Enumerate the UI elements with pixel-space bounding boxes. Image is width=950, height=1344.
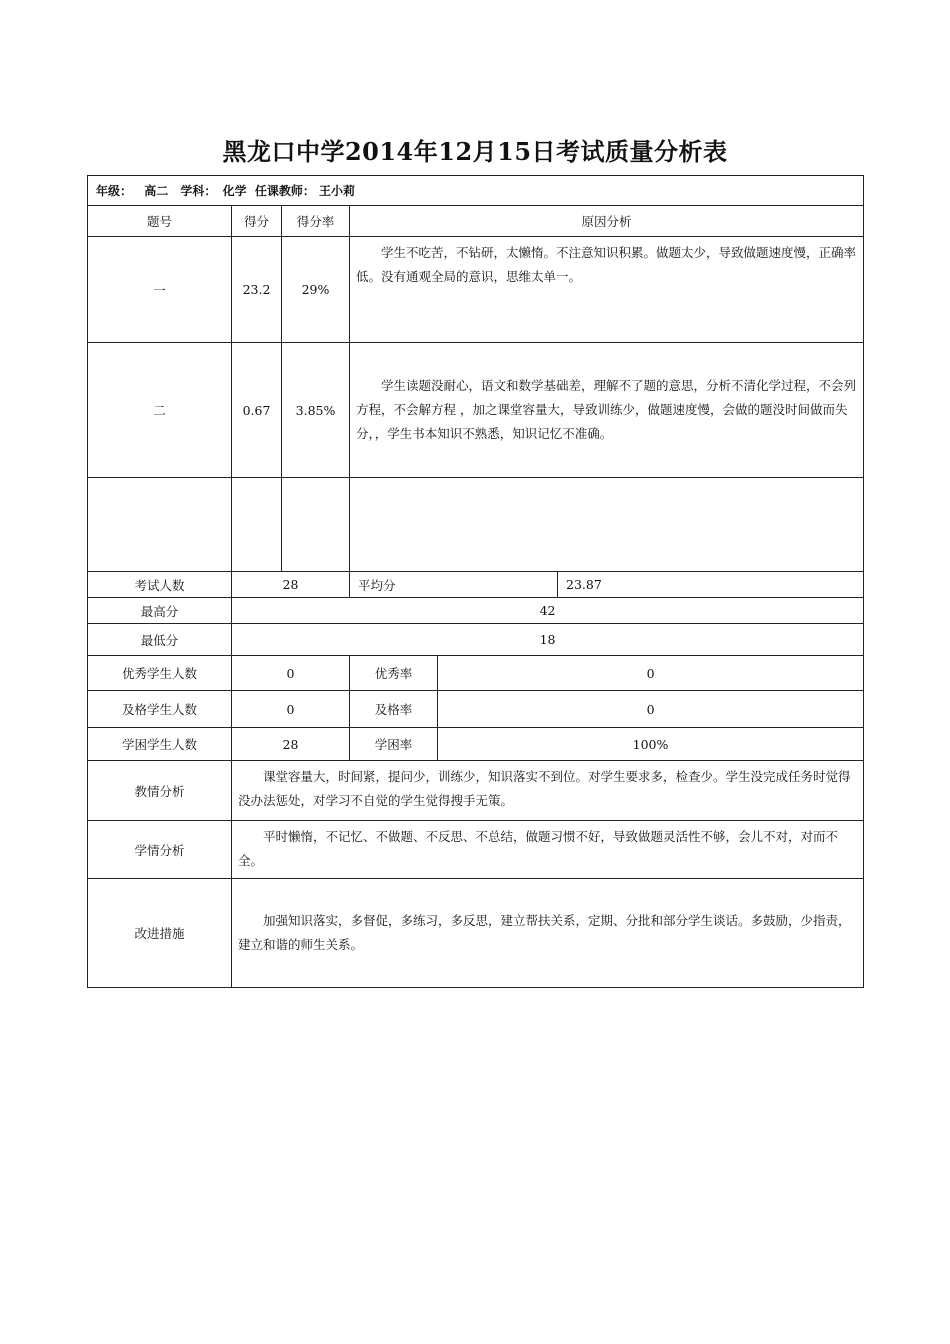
subject-label: 学科：	[180, 184, 217, 198]
min-score-row	[88, 624, 864, 656]
empty-cell	[232, 478, 282, 572]
empty-question-row	[88, 478, 864, 572]
excellent-count-label: 优秀学生人数	[88, 656, 232, 691]
improvement-text: 加强知识落实，多督促，多练习，多反思，建立帮扶关系，定期、分批和部分学生谈话。多鼓励，少指责，建立和谐的师生关系。	[238, 913, 851, 952]
exam-count-value: 28	[232, 572, 350, 598]
pass-row	[88, 691, 864, 728]
struggling-count-label: 学困学生人数	[88, 728, 232, 761]
teacher-value: 王小莉	[319, 184, 356, 198]
analysis-table	[87, 175, 864, 988]
page-title: 黑龙口中学2014年12月15日考试质量分析表	[222, 137, 728, 166]
teaching-analysis-row	[88, 761, 864, 821]
empty-cell	[282, 478, 350, 572]
learning-analysis-text: 平时懒惰，不记忆、不做题、不反思、不总结，做题习惯不好，导致做题灵活性不够，会儿不对，对而不全。	[238, 829, 839, 868]
exam-count-row	[88, 572, 864, 598]
teaching-analysis-text: 课堂容量大，时间紧，提问少，训练少，知识落实不到位。对学生要求多，检查少。学生没完成任务时觉得没办法惩处，对学习不自觉的学生觉得搜手无策。	[238, 769, 851, 808]
question-row	[88, 237, 864, 343]
question-score: 23.2	[232, 237, 282, 343]
question-rate: 3.85%	[282, 343, 350, 478]
column-header-row	[88, 206, 864, 237]
struggling-row	[88, 728, 864, 761]
empty-cell	[350, 478, 864, 572]
learning-analysis-label: 学情分析	[88, 821, 232, 879]
excellent-row	[88, 656, 864, 691]
excellent-rate-label: 优秀率	[350, 656, 438, 691]
col-question-header: 题号	[88, 206, 232, 237]
improvement-row	[88, 879, 864, 988]
max-score-value: 42	[232, 598, 864, 624]
col-rate-header: 得分率	[282, 206, 350, 237]
struggling-rate-value: 100%	[438, 728, 864, 761]
average-label: 平均分	[350, 572, 558, 598]
grade-label: 年级：	[96, 184, 133, 198]
min-score-value: 18	[232, 624, 864, 656]
pass-count-label: 及格学生人数	[88, 691, 232, 728]
min-score-label: 最低分	[88, 624, 232, 656]
struggling-count-value: 28	[232, 728, 350, 761]
learning-analysis-cell	[232, 821, 864, 879]
question-no: 二	[88, 343, 232, 478]
improvement-cell	[232, 879, 864, 988]
excellent-rate-value: 0	[438, 656, 864, 691]
pass-rate-value: 0	[438, 691, 864, 728]
struggling-rate-label: 学困率	[350, 728, 438, 761]
teaching-analysis-label: 教情分析	[88, 761, 232, 821]
question-reason	[350, 237, 864, 343]
question-row	[88, 343, 864, 478]
max-score-label: 最高分	[88, 598, 232, 624]
col-score-header: 得分	[232, 206, 282, 237]
col-reason-header: 原因分析	[350, 206, 864, 237]
empty-cell	[88, 478, 232, 572]
question-reason	[350, 343, 864, 478]
average-value: 23.87	[558, 572, 864, 598]
teaching-analysis-cell	[232, 761, 864, 821]
excellent-count-value: 0	[232, 656, 350, 691]
learning-analysis-row	[88, 821, 864, 879]
pass-count-value: 0	[232, 691, 350, 728]
max-score-row	[88, 598, 864, 624]
exam-count-label: 考试人数	[88, 572, 232, 598]
question-no: 一	[88, 237, 232, 343]
grade-value: 高二	[144, 184, 169, 198]
question-reason-text: 学生读题没耐心，语文和数学基础差，理解不了题的意思，分析不清化学过程，不会列方程，不会解方程 ，加之课堂容量大，导致训练少，做题速度慢，会做的题没时间做而失分，，学生书本知识不熟悉，知识记忆不准确。	[356, 378, 857, 441]
question-rate: 29%	[282, 237, 350, 343]
info-row	[88, 176, 864, 206]
subject-value: 化学	[222, 184, 247, 198]
teacher-label: 任课教师：	[254, 184, 315, 198]
exam-info	[88, 176, 864, 206]
question-score: 0.67	[232, 343, 282, 478]
pass-rate-label: 及格率	[350, 691, 438, 728]
question-reason-text: 学生不吃苦，不钻研，太懒惰。不注意知识积累。做题太少，导致做题速度慢，正确率低。没有通观全局的意识，思维太单一。	[356, 245, 857, 284]
improvement-label: 改进措施	[88, 879, 232, 988]
